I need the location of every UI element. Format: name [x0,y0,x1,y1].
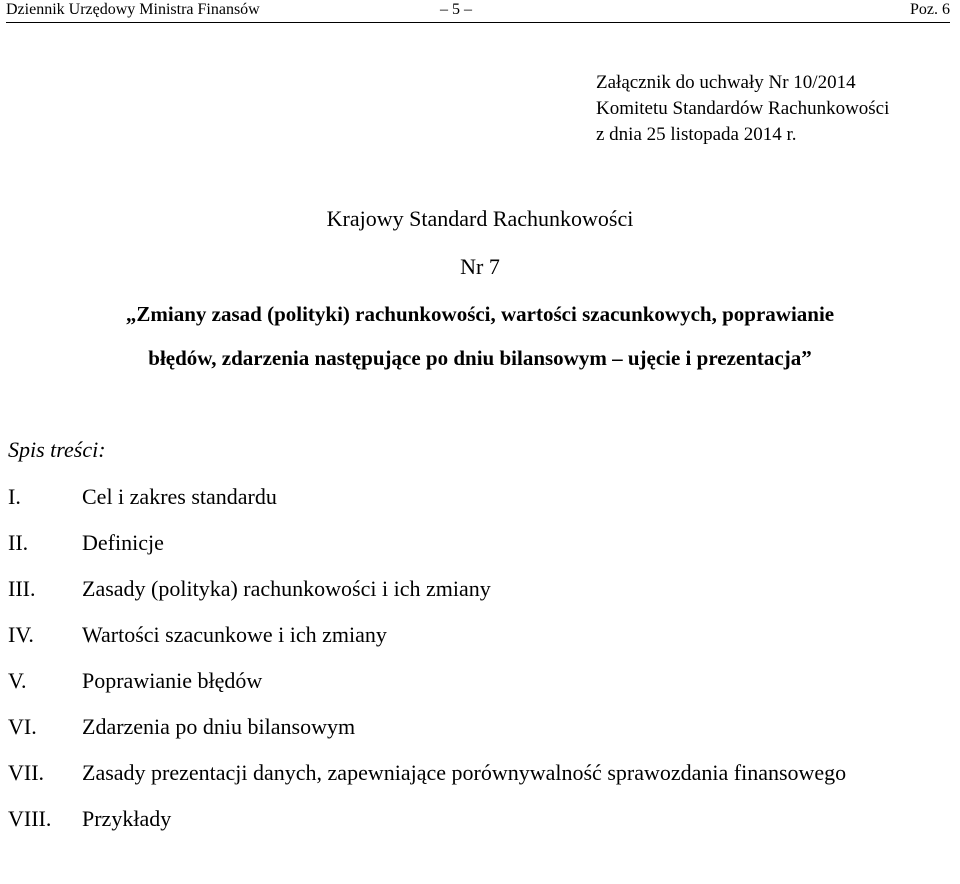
toc-item-number: VII. [8,760,45,785]
toc-item-text: Przykłady [82,806,172,831]
page-header [6,0,950,23]
toc-item[interactable] [8,612,950,658]
toc-item-number: VIII. [8,806,52,831]
toc-item[interactable] [8,658,950,704]
toc-item-text: Definicje [82,530,164,555]
toc-item-number: IV. [8,622,34,647]
toc-item-text: Poprawianie błędów [82,668,263,693]
annex-line-3: z dnia 25 listopada 2014 r. [596,124,797,145]
journal-name: Dziennik Urzędowy Ministra Finansów [6,1,260,18]
standard-number: Nr 7 [460,254,500,279]
toc-item[interactable] [8,520,950,566]
position-number: Poz. 6 [910,1,950,18]
toc-item-number: II. [8,530,29,555]
annex-line-2: Komitetu Standardów Rachunkowości [596,98,890,119]
page-number: – 5 – [440,1,472,18]
table-of-contents [8,474,950,842]
toc-item[interactable] [8,704,950,750]
toc-item-text: Cel i zakres standardu [82,484,277,509]
document-title: Krajowy Standard Rachunkowości [326,206,634,231]
toc-item[interactable] [8,566,950,612]
toc-item-text: Zasady prezentacji danych, zapewniające porównywalność sprawozdania finansowego [82,760,847,785]
toc-item-text: Zasady (polityka) rachunkowości i ich zmiany [82,576,491,601]
toc-item-number: V. [8,668,27,693]
toc-item-number: VI. [8,714,37,739]
document-subtitle [0,292,960,380]
toc-item-number: III. [8,576,36,601]
toc-item[interactable] [8,474,950,520]
annex-line-1: Załącznik do uchwały Nr 10/2014 [596,72,856,93]
toc-item-number: I. [8,484,21,509]
toc-item-text: Zdarzenia po dniu bilansowym [82,714,356,739]
subtitle-line-2: błędów, zdarzenia następujące po dniu bilansowym – ujęcie i prezentacja” [148,346,812,370]
toc-item[interactable] [8,750,950,796]
annex-note [596,70,889,148]
subtitle-line-1: „Zmiany zasad (polityki) rachunkowości, wartości szacunkowych, poprawianie [125,302,835,326]
toc-item-text: Wartości szacunkowe i ich zmiany [82,622,387,647]
toc-title: Spis treści: [8,437,106,462]
toc-item[interactable] [8,796,950,842]
